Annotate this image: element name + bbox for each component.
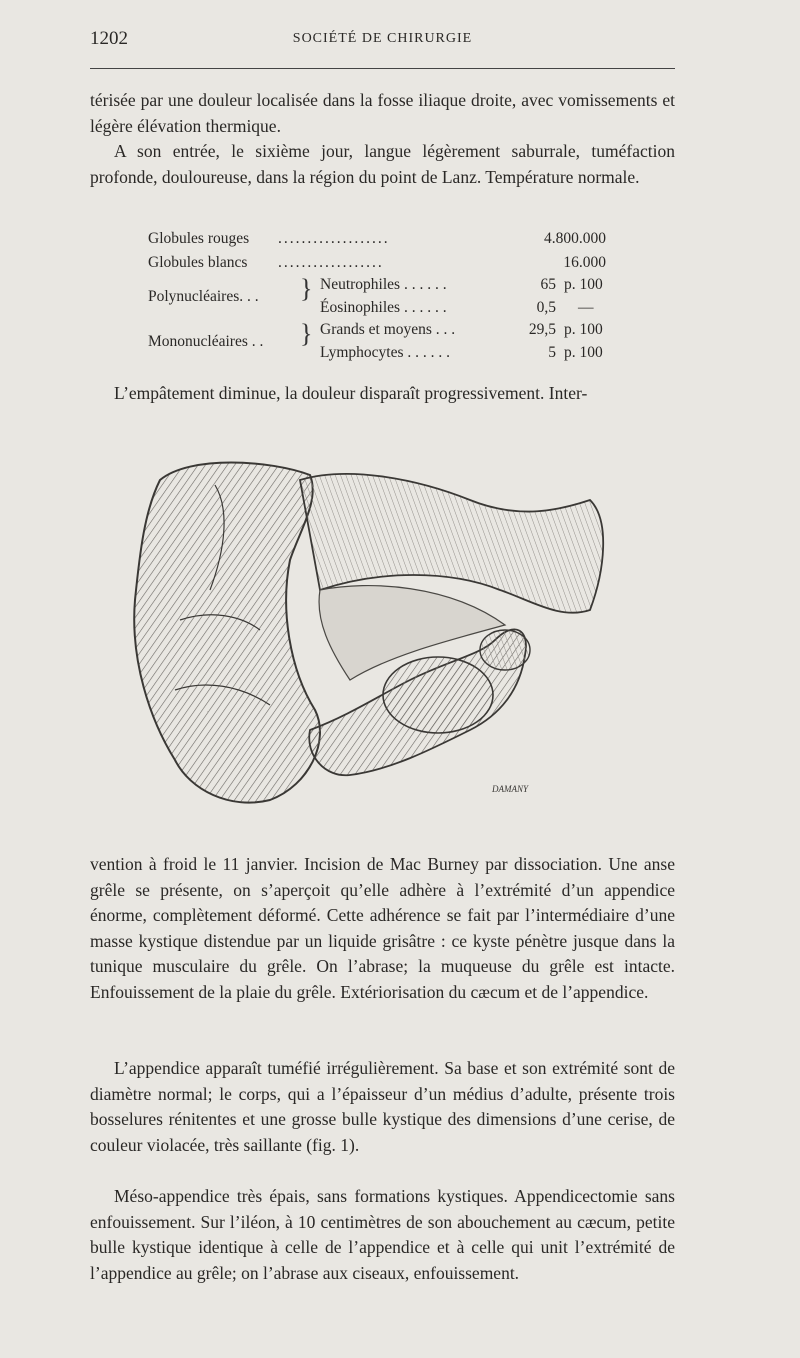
lab-value-neutrophiles: 65 <box>540 276 556 293</box>
lab-value-globules-rouges: 4.800.000 <box>544 230 606 247</box>
anatomical-illustration <box>120 440 650 840</box>
appendix-drawing <box>120 440 650 840</box>
lab-unit-lymphocytes: p. 100 <box>564 344 603 361</box>
paragraph-text: Méso-appendice très épais, sans formations kystiques. Appendicectomie sans enfouissement. Sur l’iléon, à 10 centimètres de son abouchement au cæcum, petite bulle kystique identique à celle de l’appendice et à celle qui unit l’extrémité de l’appendice au grêle; on l’abrase aux ciseaux, enfouissement. <box>90 1186 675 1283</box>
lab-label-eosinophiles: Éosinophiles . . . . . . <box>320 299 447 316</box>
lab-value-eosinophiles: 0,5 <box>536 299 556 316</box>
lab-label-mononucleaires: Mononucléaires . . <box>148 333 264 350</box>
paragraph-5 <box>90 1056 675 1158</box>
lab-label-grands-moyens: Grands et moyens . . . <box>320 321 456 338</box>
paragraph-text: térisée par une douleur localisée dans la fosse iliaque droite, avec vomissements et légère élévation thermique. <box>90 90 675 136</box>
lab-unit-neutrophiles: p. 100 <box>564 276 603 293</box>
paragraph-3 <box>90 381 675 407</box>
lab-label-globules-blancs: Globules blancs <box>148 254 248 271</box>
artist-signature: DAMANY <box>492 784 528 794</box>
page-number: 1202 <box>90 28 128 49</box>
lab-value-lymphocytes: 5 <box>548 344 556 361</box>
paragraph-text: A son entrée, le sixième jour, langue légèrement saburrale, tuméfaction profonde, douloureuse, dans la région du point de Lanz. Température normale. <box>90 141 675 187</box>
brace-polynucleaires: } <box>300 274 313 303</box>
paragraph-2 <box>90 139 675 190</box>
cyst-bulge <box>383 657 493 733</box>
paragraph-4 <box>90 852 675 1005</box>
lab-value-globules-blancs: 16.000 <box>563 254 606 271</box>
lab-leader: .................. <box>278 254 384 271</box>
lab-value-grands-moyens: 29,5 <box>528 321 556 338</box>
colon-shape <box>134 463 320 803</box>
lab-label-neutrophiles: Neutrophiles . . . . . . <box>320 276 447 293</box>
page-header <box>90 28 675 52</box>
header-rule <box>90 68 675 69</box>
lab-leader: ................... <box>278 230 390 247</box>
lab-unit-eosinophiles: — <box>578 299 594 316</box>
lab-label-polynucleaires: Polynucléaires. . . <box>148 288 259 305</box>
lab-unit-grands-moyens: p. 100 <box>564 321 603 338</box>
lab-label-lymphocytes: Lymphocytes . . . . . . <box>320 344 451 361</box>
running-head: SOCIÉTÉ DE CHIRURGIE <box>292 31 473 46</box>
brace-mononucleaires: } <box>300 319 313 348</box>
paragraph-text: vention à froid le 11 janvier. Incision de Mac Burney par dissociation. Une anse grêle se présente, on s’aperçoit qu’elle adhère à l’extrémité d’un appendice énorme, complètement déformé. Cette adhérence se fait par l’intermédiaire d’une masse kystique distendue par un liquide grisâtre : ce kyste pénètre jusque dans la tunique musculaire du grêle. On l’abrase; la muqueuse du grêle est intacte. Enfouissement de la plaie du grêle. Extériorisation du cæcum et de l’appendice. <box>90 854 675 1002</box>
paragraph-text: L’empâtement diminue, la douleur disparaît progressivement. Inter- <box>114 383 588 403</box>
paragraph-1 <box>90 88 675 139</box>
blood-count-table <box>148 230 618 370</box>
lab-label-globules-rouges: Globules rouges <box>148 230 250 247</box>
paragraph-6 <box>90 1184 675 1286</box>
cyst-bulge <box>480 630 530 670</box>
paragraph-text: L’appendice apparaît tuméfié irrégulièrement. Sa base et son extrémité sont de diamètre normal; le corps, qui a l’épaisseur d’un médius d’adulte, présente trois bosselures rénitentes et une grosse bulle kystique des dimensions d’une cerise, de couleur violacée, très saillante (fig. 1). <box>90 1058 675 1155</box>
